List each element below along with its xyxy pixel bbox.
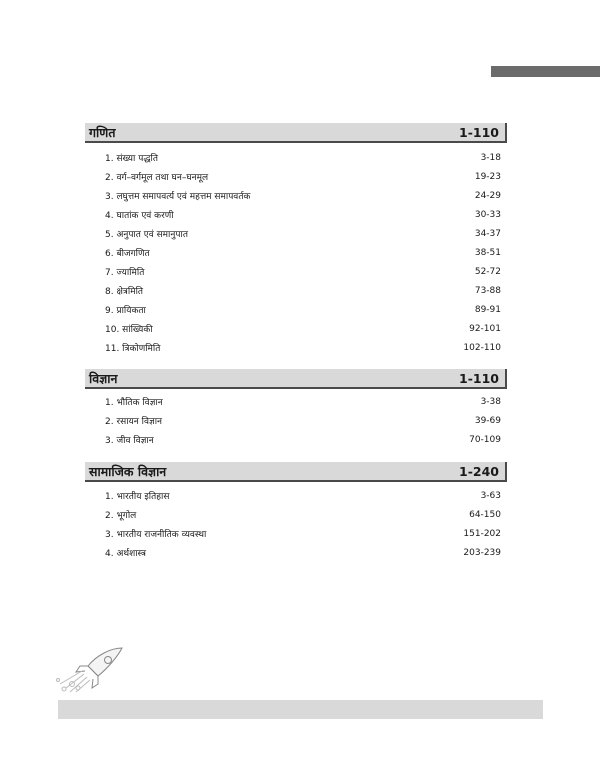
section-vigyan	[85, 369, 507, 449]
toc-item[interactable]	[85, 281, 507, 300]
toc-item[interactable]	[85, 224, 507, 243]
toc-item-pages: 73-88	[474, 285, 501, 296]
toc-item-pages: 102-110	[463, 342, 501, 353]
toc-item-label: 4. अर्थशास्त्र	[105, 549, 146, 559]
section-pages: 1-240	[459, 463, 499, 479]
section-pages: 1-110	[459, 124, 499, 140]
toc-item[interactable]	[85, 205, 507, 224]
toc-item-label: 11. त्रिकोणमिति	[105, 344, 161, 354]
toc-item[interactable]	[85, 167, 507, 186]
toc-item-label: 3. लघुत्तम समापवर्त्य एवं महत्तम समापवर्तक	[105, 192, 251, 202]
section-header	[85, 123, 507, 143]
toc-item-label: 2. रसायन विज्ञान	[105, 417, 163, 427]
section-title: गणित	[89, 124, 116, 140]
toc-item-pages: 3-38	[480, 396, 501, 407]
section-ganit	[85, 123, 507, 357]
toc-item-pages: 24-29	[474, 190, 501, 201]
toc-item[interactable]	[85, 319, 507, 338]
toc-item[interactable]	[85, 186, 507, 205]
section-header	[85, 369, 507, 389]
toc-item-label: 3. भारतीय राजनीतिक व्यवस्था	[105, 530, 207, 540]
toc-item-label: 2. भूगोल	[105, 511, 137, 521]
section-title: सामाजिक विज्ञान	[89, 463, 167, 479]
toc-item[interactable]	[85, 338, 507, 357]
toc-item-pages: 92-101	[469, 323, 501, 334]
toc-item-label: 10. सांख्यिकी	[105, 325, 153, 335]
section-items	[85, 392, 507, 449]
toc-item-pages: 70-109	[469, 434, 501, 445]
toc-item[interactable]	[85, 262, 507, 281]
toc-item-pages: 38-51	[474, 247, 501, 258]
toc-item-pages: 3-63	[480, 490, 501, 501]
toc-item[interactable]	[85, 524, 507, 543]
toc-item-pages: 34-37	[474, 228, 501, 239]
toc-item[interactable]	[85, 486, 507, 505]
toc-item-label: 3. जीव विज्ञान	[105, 436, 154, 446]
toc-item-pages: 89-91	[474, 304, 501, 315]
toc-item-label: 1. भारतीय इतिहास	[105, 492, 170, 502]
toc-item[interactable]	[85, 392, 507, 411]
toc-item[interactable]	[85, 243, 507, 262]
rocket-icon	[52, 644, 128, 694]
toc-item-label: 5. अनुपात एवं समानुपात	[105, 230, 188, 240]
section-samajik-vigyan	[85, 462, 507, 562]
toc-item[interactable]	[85, 411, 507, 430]
toc-item-label: 8. क्षेत्रमिति	[105, 287, 144, 297]
toc-item-pages: 19-23	[474, 171, 501, 182]
toc-item[interactable]	[85, 430, 507, 449]
toc-item-label: 7. ज्यामिति	[105, 268, 145, 278]
section-title: विज्ञान	[89, 370, 118, 386]
section-pages: 1-110	[459, 370, 499, 386]
toc-item[interactable]	[85, 300, 507, 319]
toc-item-pages: 64-150	[469, 509, 501, 520]
toc-item-pages: 3-18	[480, 152, 501, 163]
top-accent-bar	[491, 66, 600, 77]
section-items	[85, 486, 507, 562]
toc-item[interactable]	[85, 543, 507, 562]
toc-item-pages: 39-69	[474, 415, 501, 426]
toc-item-pages: 203-239	[463, 547, 501, 558]
toc-item-label: 2. वर्ग–वर्गमूल तथा घन–घनमूल	[105, 173, 209, 183]
toc-item-label: 1. भौतिक विज्ञान	[105, 398, 163, 408]
toc-item[interactable]	[85, 148, 507, 167]
section-items	[85, 148, 507, 357]
toc-item[interactable]	[85, 505, 507, 524]
section-header	[85, 462, 507, 482]
toc-item-label: 6. बीजगणित	[105, 249, 150, 259]
bottom-footer-bar	[58, 700, 543, 719]
toc-item-label: 4. घातांक एवं करणी	[105, 211, 174, 221]
toc-item-label: 9. प्रायिकता	[105, 306, 146, 316]
toc-item-label: 1. संख्या पद्धति	[105, 154, 158, 164]
toc-item-pages: 30-33	[474, 209, 501, 220]
toc-item-pages: 52-72	[474, 266, 501, 277]
toc-item-pages: 151-202	[463, 528, 501, 539]
